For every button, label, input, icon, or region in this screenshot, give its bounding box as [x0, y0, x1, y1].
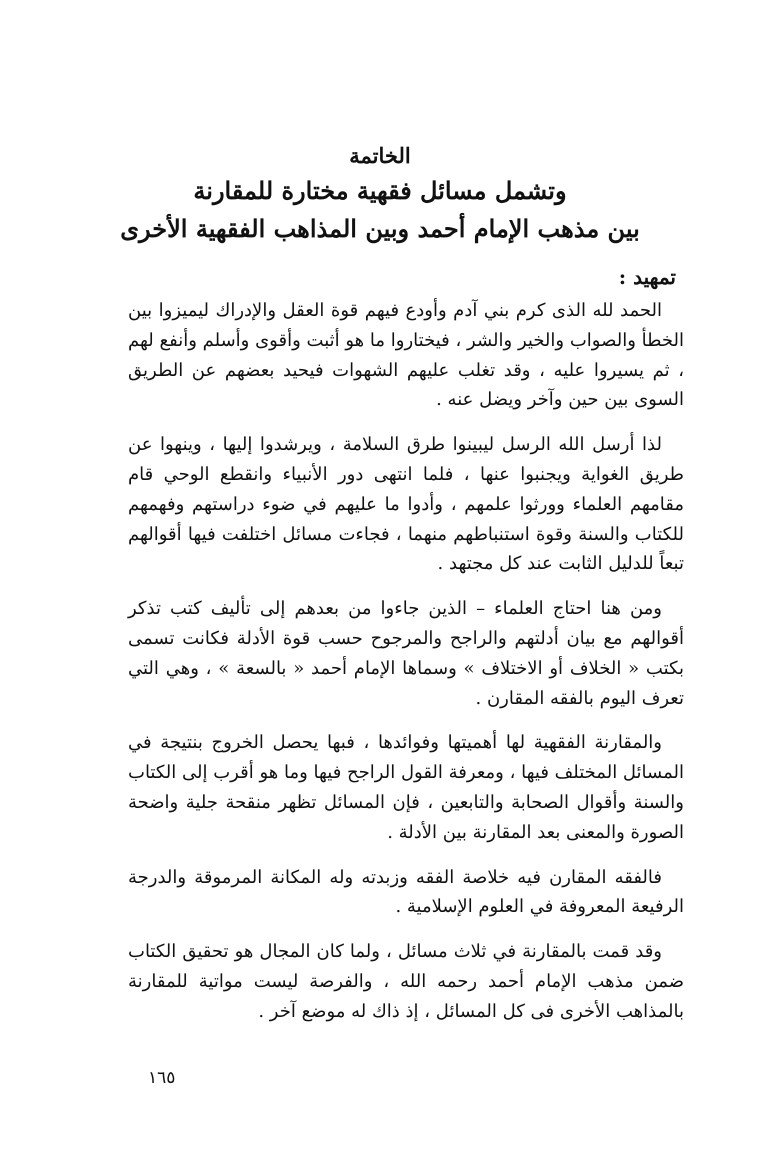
- chapter-titles: [120, 140, 640, 248]
- chapter-subtitle-line-1: وتشمل مسائل فقهية مختارة للمقارنة: [193, 176, 567, 205]
- chapter-subtitle-line-2: بين مذهب الإمام أحمد وبين المذاهب الفقهية الأخرى: [120, 214, 640, 243]
- body-text: [128, 296, 684, 1042]
- section-heading: تمهيد :: [618, 265, 676, 289]
- paragraph-1: الحمد لله الذى كرم بني آدم وأودع فيهم قوة العقل والإدراك ليميزوا بين الخطأ والصواب والخير والشر ، فيختاروا ما هو أثبت وأقوى وأسلم وأنفع لهم ، ثم يسيروا عليه ، وقد تغلب عليهم الشهوات فيحيد بعضهم عن الطريق السوى بين حين وآخر ويضل عنه .: [128, 300, 684, 411]
- paragraph-5: فالفقه المقارن فيه خلاصة الفقه وزبدته وله المكانة المرموقة والدرجة الرفيعة المعروفة في العلوم الإسلامية .: [128, 866, 684, 918]
- page-number: ١٦٥: [148, 1068, 176, 1088]
- paragraph-4: والمقارنة الفقهية لها أهميتها وفوائدها ، فبها يحصل الخروج بنتيجة في المسائل المختلف فيها ، ومعرفة القول الراجح فيها وما هو أقرب إلى الكتاب والسنة وأقوال الصحابة والتابعين ، فإن المسائل تظهر منقحة جلية واضحة الصورة والمعنى بعد المقارنة بين الأدلة .: [128, 732, 684, 843]
- paragraph-3: ومن هنا احتاج العلماء – الذين جاءوا من بعدهم إلى تأليف كتب تذكر أقوالهم مع بيان أدلتهم والراجح والمرجوح حسب قوة الأدلة فكانت تسمى بكتب « الخلاف أو الاختلاف » وسماها الإمام أحمد « بالسعة » ، وهي التي تعرف اليوم بالفقه المقارن .: [128, 598, 684, 709]
- paragraph-2: لذا أرسل الله الرسل ليبينوا طرق السلامة ، ويرشدوا إليها ، وينهوا عن طريق الغواية ويجنبوا عنها ، فلما انتهى دور الأنبياء وانقطع الوحي قام مقامهم العلماء وورثوا علمهم ، وأدوا ما عليهم في ضوء دراستهم وفهمهم للكتاب والسنة وقوة استنباطهم منهما ، فجاءت مسائل اختلفت فيها أقوالهم تبعاً للدليل الثابت عند كل مجتهد .: [128, 434, 684, 575]
- chapter-title: الخاتمة: [349, 143, 411, 168]
- paragraph-6: وقد قمت بالمقارنة في ثلاث مسائل ، ولما كان المجال هو تحقيق الكتاب ضمن مذهب الإمام أحمد رحمه الله ، والفرصة ليست مواتية للمقارنة بالمذاهب الأخرى فى كل المسائل ، إذ ذاك له موضع آخر .: [128, 941, 684, 1022]
